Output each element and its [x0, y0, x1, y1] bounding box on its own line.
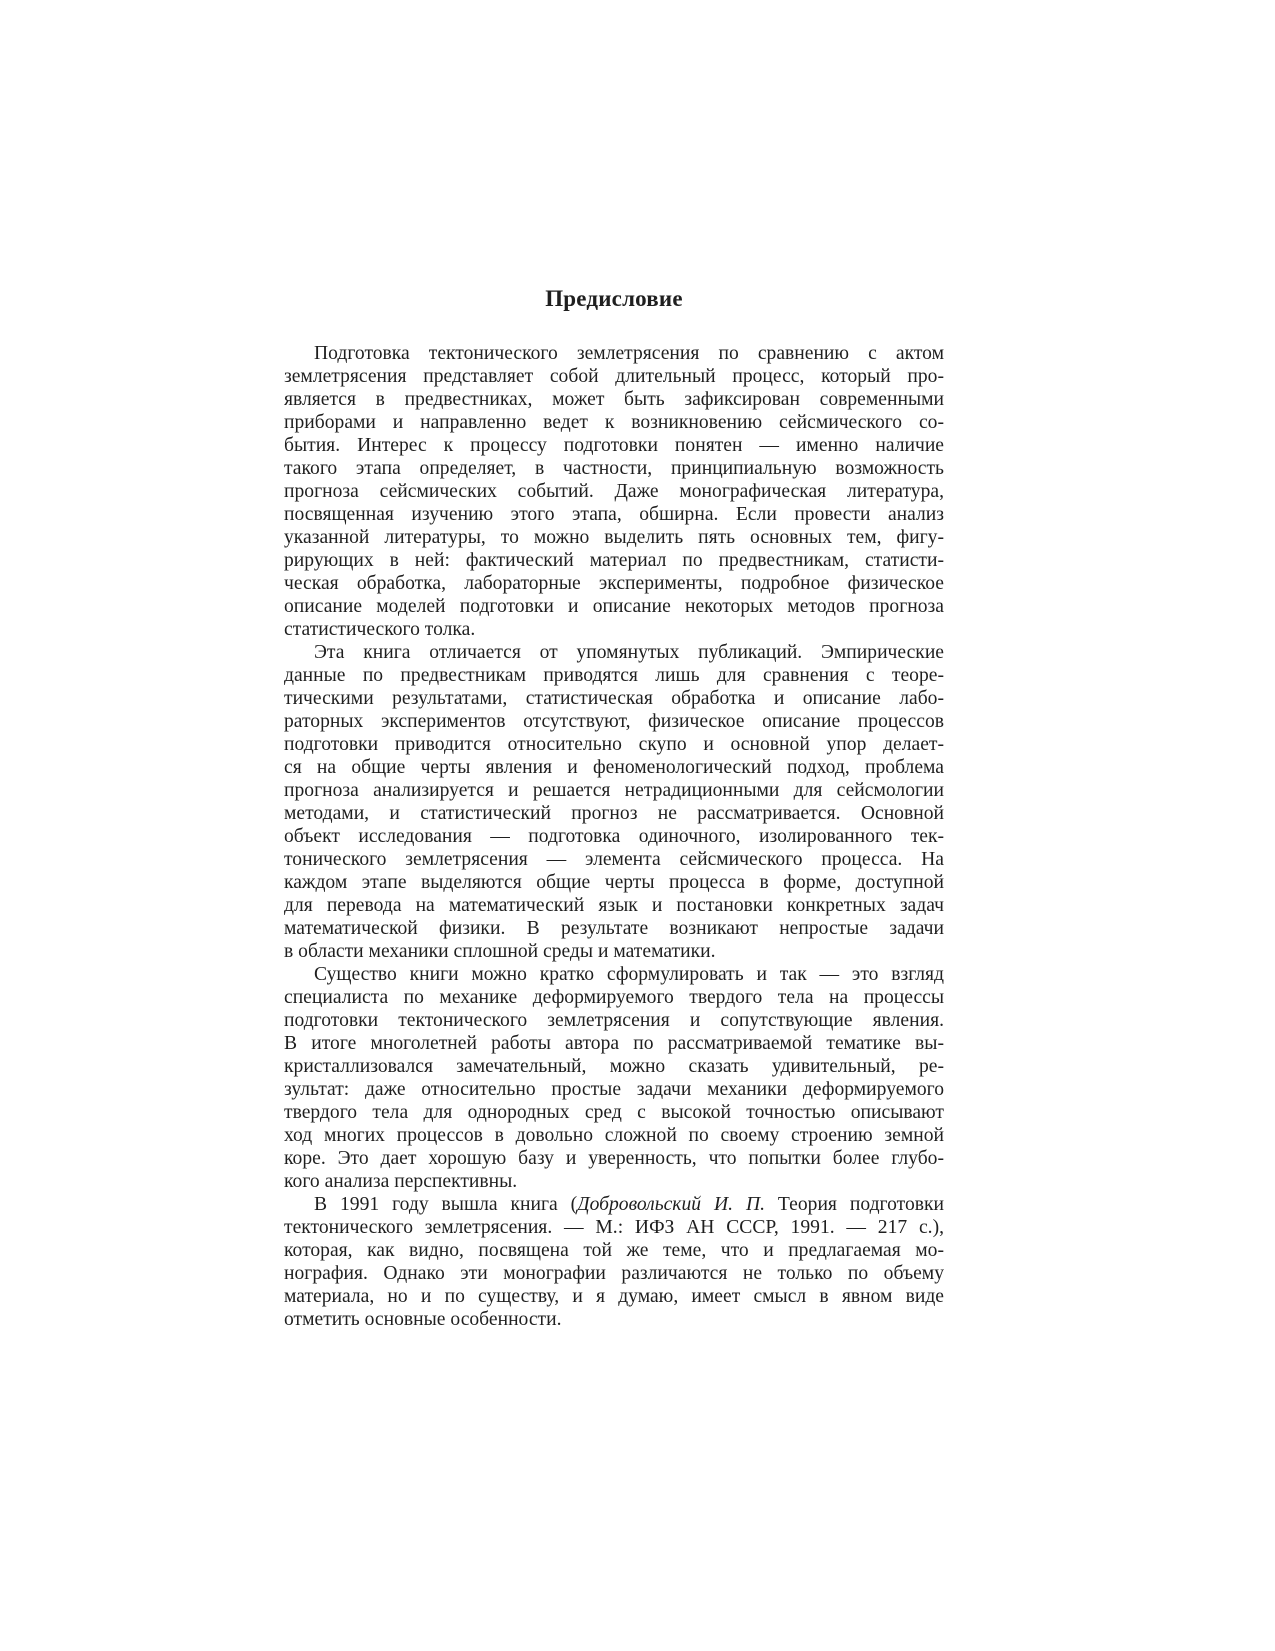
text-line: нография. Однако эти монографии различаются не только по объему: [284, 1263, 944, 1284]
paragraph-2: [284, 641, 944, 963]
text-line: подготовки тектонического землетрясения и сопутствующие явления.: [284, 1010, 944, 1031]
text-line: Подготовка тектонического землетрясения по сравнению с актом: [314, 343, 944, 364]
text-line: такого этапа определяет, в частности, принципиальную возможность: [284, 458, 944, 479]
text-line: каждом этапе выделяются общие черты процесса в форме, доступной: [284, 872, 944, 893]
text-line: для перевода на математический язык и постановки конкретных задач: [284, 895, 944, 916]
text-line: тонического землетрясения — элемента сейсмического процесса. На: [284, 849, 944, 870]
text-line: прогноза анализируется и решается нетрадиционными для сейсмологии: [284, 780, 944, 801]
text-line: в области механики сплошной среды и математики.: [284, 941, 716, 962]
text-line: методами, и статистический прогноз не рассматривается. Основной: [284, 803, 944, 824]
text-line: раторных экспериментов отсутствуют, физическое описание процессов: [284, 711, 944, 732]
text-line: тектонического землетрясения. — М.: ИФЗ АН СССР, 1991. — 217 с.),: [284, 1217, 944, 1238]
paragraph-1: [284, 342, 944, 641]
text-line: Эта книга отличается от упомянутых публикаций. Эмпирические: [314, 642, 944, 663]
text-line: математической физики. В результате возникают непростые задачи: [284, 918, 944, 939]
text-line: ческая обработка, лабораторные эксперименты, подробное физическое: [284, 573, 944, 594]
paragraph-4: [284, 1193, 944, 1331]
text-line: ход многих процессов в довольно сложной по своему строению земной: [284, 1125, 944, 1146]
page-title: Предисловие: [545, 286, 683, 311]
text-line: прогноза сейсмических событий. Даже монографическая литература,: [284, 481, 944, 502]
text-line: приборами и направленно ведет к возникновению сейсмического со-: [284, 412, 944, 433]
author-citation: Добровольский И. П.: [577, 1194, 766, 1215]
text-line: тическими результатами, статистическая обработка и описание лабо-: [284, 688, 944, 709]
text-line: бытия. Интерес к процессу подготовки понятен — именно наличие: [284, 435, 944, 456]
text-line: материала, но и по существу, и я думаю, имеет смысл в явном виде: [284, 1286, 944, 1307]
text-line: коре. Это дает хорошую базу и уверенность, что попытки более глубо-: [284, 1148, 944, 1169]
text-line: посвященная изучению этого этапа, обширна. Если провести анализ: [284, 504, 944, 525]
text-line: твердого тела для однородных сред с высокой точностью описывают: [284, 1102, 944, 1123]
text-line: подготовки приводится относительно скупо и основной упор делает-: [284, 734, 944, 755]
text-line: указанной литературы, то можно выделить пять основных тем, фигу-: [284, 527, 944, 548]
text-line: отметить основные особенности.: [284, 1309, 562, 1330]
text-line: которая, как видно, посвящена той же теме, что и предлагаемая мо-: [284, 1240, 944, 1261]
text-line: В итоге многолетней работы автора по рассматриваемой тематике вы-: [284, 1033, 944, 1054]
text-line: описание моделей подготовки и описание некоторых методов прогноза: [284, 596, 944, 617]
text-line: рирующих в ней: фактический материал по предвестникам, статисти-: [284, 550, 944, 571]
text-line: кристаллизовался замечательный, можно сказать удивительный, ре-: [284, 1056, 944, 1077]
text-line: специалиста по механике деформируемого твердого тела на процессы: [284, 987, 944, 1008]
text-line: кого анализа перспективны.: [284, 1171, 518, 1192]
text-line: является в предвестниках, может быть зафиксирован современными: [284, 389, 944, 410]
text-line: данные по предвестникам приводятся лишь для сравнения с теоре-: [284, 665, 944, 686]
text-line: Существо книги можно кратко сформулировать и так — это взгляд: [314, 964, 944, 985]
text-line: объект исследования — подготовка одиночного, изолированного тек-: [284, 826, 944, 847]
text-line: ся на общие черты явления и феноменологический подход, проблема: [284, 757, 944, 778]
text-line: зультат: даже относительно простые задачи механики деформируемого: [284, 1079, 944, 1100]
paragraph-3: [284, 963, 944, 1193]
text-line: статистического толка.: [284, 619, 476, 640]
text-line: [284, 1193, 944, 1216]
text-fragment: Теория подготовки: [765, 1194, 944, 1215]
preface-page: [284, 280, 944, 1331]
text-line: землетрясения представляет собой длительный процесс, который про-: [284, 366, 944, 387]
text-fragment: В 1991 году вышла книга (: [314, 1194, 578, 1215]
